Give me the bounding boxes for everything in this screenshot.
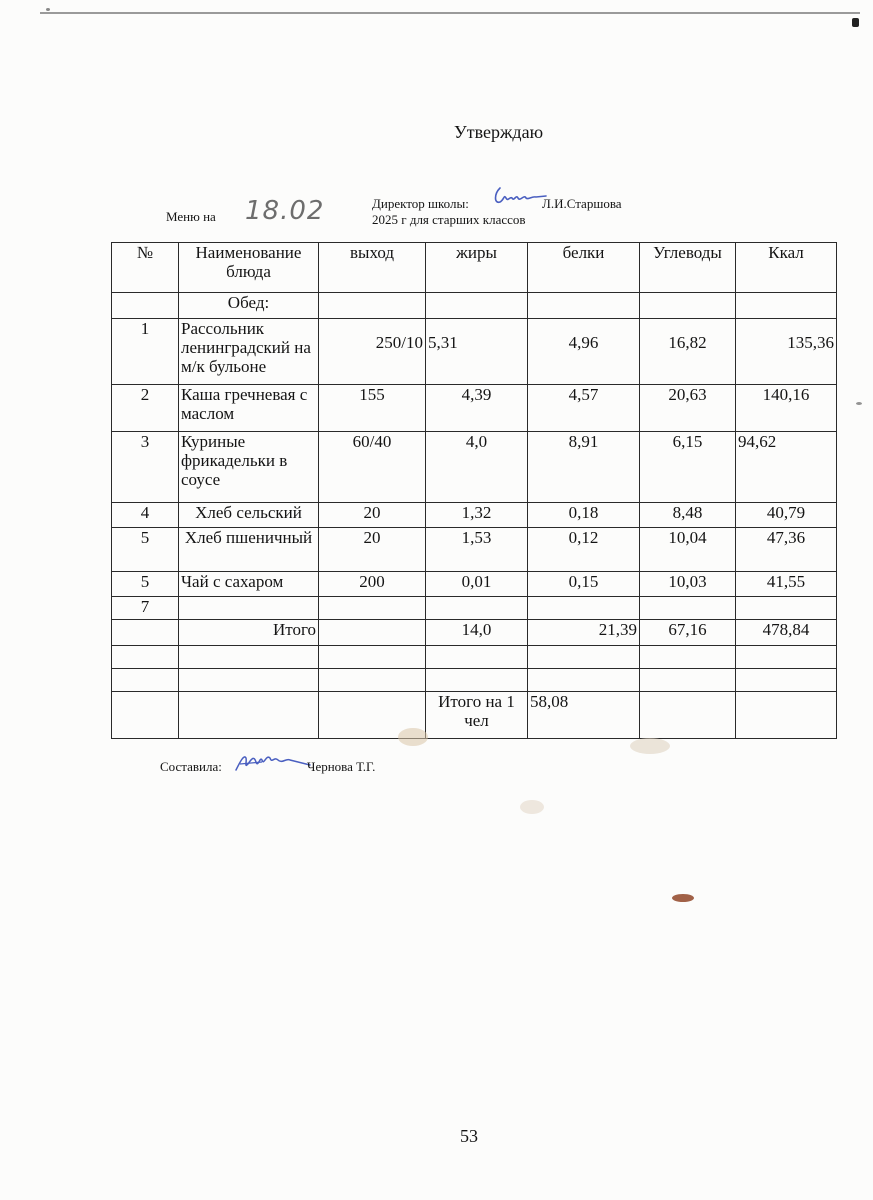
row-num: 5 bbox=[112, 572, 179, 597]
header-yield: выход bbox=[319, 243, 426, 293]
director-signature bbox=[488, 184, 548, 210]
row-num: 4 bbox=[112, 503, 179, 528]
table-row bbox=[112, 503, 837, 528]
approval-heading: Утверждаю bbox=[454, 122, 544, 142]
dish-kcal: 94,62 bbox=[736, 432, 837, 503]
header-name: Наименование блюда bbox=[179, 243, 319, 293]
dish-carbs: 6,15 bbox=[640, 432, 736, 503]
table-row bbox=[112, 597, 837, 620]
director-label: Директор школы: bbox=[372, 196, 469, 211]
menu-table bbox=[111, 242, 837, 739]
dish-carbs: 20,63 bbox=[640, 385, 736, 432]
section-title: Обед: bbox=[179, 293, 319, 319]
per-person-label: Итого на 1 чел bbox=[426, 692, 528, 739]
dish-yield: 20 bbox=[319, 528, 426, 572]
dish-kcal: 140,16 bbox=[736, 385, 837, 432]
per-person-value: 58,08 bbox=[528, 692, 640, 739]
table-row bbox=[112, 572, 837, 597]
dish-protein: 4,57 bbox=[528, 385, 640, 432]
compiled-by-name: Чернова Т.Г. bbox=[307, 759, 376, 774]
scan-corner-mark bbox=[852, 18, 859, 27]
dish-kcal: 135,36 bbox=[736, 319, 837, 385]
table-row bbox=[112, 319, 837, 385]
row-num: 7 bbox=[112, 597, 179, 620]
header-protein: белки bbox=[528, 243, 640, 293]
dish-fat: 1,32 bbox=[426, 503, 528, 528]
dish-kcal: 40,79 bbox=[736, 503, 837, 528]
dish-protein: 4,96 bbox=[528, 319, 640, 385]
page-number: 53 bbox=[460, 1126, 478, 1146]
dish-protein: 0,15 bbox=[528, 572, 640, 597]
dish-carbs: 10,04 bbox=[640, 528, 736, 572]
empty-row bbox=[112, 669, 837, 692]
header-kcal: Ккал bbox=[736, 243, 837, 293]
dish-protein: 0,18 bbox=[528, 503, 640, 528]
dish-fat: 0,01 bbox=[426, 572, 528, 597]
dish-carbs: 8,48 bbox=[640, 503, 736, 528]
paper-stain bbox=[520, 800, 544, 814]
dish-yield: 250/10 bbox=[319, 319, 426, 385]
year-class-line: 2025 г для старших классов bbox=[372, 212, 526, 227]
section-row bbox=[112, 293, 837, 319]
header-num: № bbox=[112, 243, 179, 293]
table-row bbox=[112, 385, 837, 432]
dish-yield: 60/40 bbox=[319, 432, 426, 503]
dish-protein: 0,12 bbox=[528, 528, 640, 572]
dish-kcal: 41,55 bbox=[736, 572, 837, 597]
dish-fat: 5,31 bbox=[426, 319, 528, 385]
dish-name: Хлеб пшеничный bbox=[179, 528, 319, 572]
header-carbs: Углеводы bbox=[640, 243, 736, 293]
paper-speck bbox=[856, 402, 862, 405]
dish-yield: 20 bbox=[319, 503, 426, 528]
paper-stain bbox=[398, 728, 428, 746]
dish-name: Куриные фрикадельки в соусе bbox=[179, 432, 319, 503]
empty-row bbox=[112, 646, 837, 669]
row-num: 5 bbox=[112, 528, 179, 572]
menu-label: Меню на bbox=[166, 209, 216, 224]
page-edge-line bbox=[40, 12, 860, 14]
director-name: Л.И.Старшова bbox=[542, 196, 622, 211]
dish-fat: 4,39 bbox=[426, 385, 528, 432]
compiled-by-label: Составила: bbox=[160, 759, 222, 774]
header-fat: жиры bbox=[426, 243, 528, 293]
dish-protein: 8,91 bbox=[528, 432, 640, 503]
total-carbs: 67,16 bbox=[640, 620, 736, 646]
scan-speck bbox=[46, 8, 50, 11]
dish-fat: 1,53 bbox=[426, 528, 528, 572]
table-header-row bbox=[112, 243, 837, 293]
dish-carbs: 16,82 bbox=[640, 319, 736, 385]
dish-fat: 4,0 bbox=[426, 432, 528, 503]
dish-name: Хлеб сельский bbox=[179, 503, 319, 528]
dish-name: Чай с сахаром bbox=[179, 572, 319, 597]
menu-date-handwritten: 18.02 bbox=[245, 196, 325, 226]
dish-yield: 155 bbox=[319, 385, 426, 432]
total-protein: 21,39 bbox=[528, 620, 640, 646]
paper-stain bbox=[672, 894, 694, 902]
table-row bbox=[112, 432, 837, 503]
per-person-row bbox=[112, 692, 837, 739]
row-num: 3 bbox=[112, 432, 179, 503]
dish-yield: 200 bbox=[319, 572, 426, 597]
total-fat: 14,0 bbox=[426, 620, 528, 646]
total-kcal: 478,84 bbox=[736, 620, 837, 646]
total-label: Итого bbox=[179, 620, 319, 646]
dish-name: Каша гречневая с маслом bbox=[179, 385, 319, 432]
row-num: 1 bbox=[112, 319, 179, 385]
total-row bbox=[112, 620, 837, 646]
compiler-signature bbox=[232, 748, 312, 778]
table-row bbox=[112, 528, 837, 572]
row-num: 2 bbox=[112, 385, 179, 432]
dish-kcal: 47,36 bbox=[736, 528, 837, 572]
dish-name: Рассольник ленинградский на м/к бульоне bbox=[179, 319, 319, 385]
paper-stain bbox=[630, 738, 670, 754]
dish-carbs: 10,03 bbox=[640, 572, 736, 597]
